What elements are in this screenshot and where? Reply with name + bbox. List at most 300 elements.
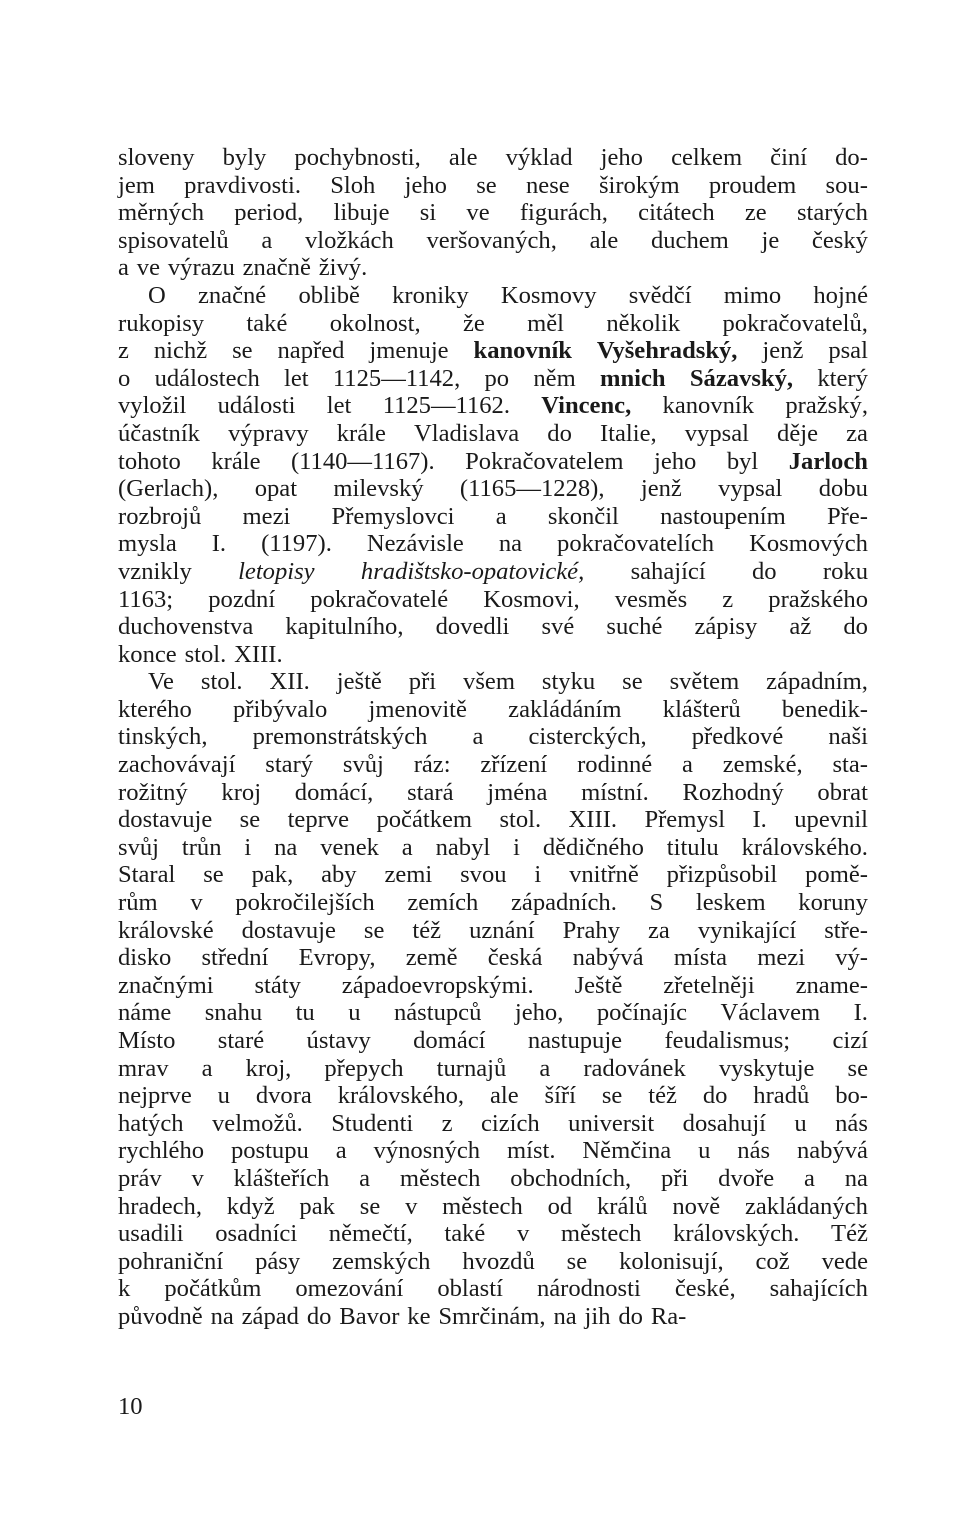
word: Sázavský, bbox=[689, 364, 794, 392]
word: stará bbox=[407, 778, 454, 806]
word: pokračovatelé bbox=[310, 585, 449, 613]
text-line bbox=[118, 917, 868, 945]
word: vložkách bbox=[304, 226, 394, 254]
word: benedik- bbox=[781, 695, 868, 723]
word: stol. bbox=[200, 668, 243, 696]
word: k bbox=[118, 1275, 131, 1303]
word: a bbox=[539, 1054, 551, 1082]
word: dědičného bbox=[542, 833, 644, 861]
text-line bbox=[118, 199, 868, 227]
text-line bbox=[118, 641, 868, 669]
word: Pře- bbox=[826, 502, 868, 530]
word: klášteřích bbox=[233, 1164, 330, 1192]
word: značné bbox=[197, 281, 267, 309]
word: titulu bbox=[666, 833, 719, 861]
word: šíří bbox=[544, 1082, 576, 1110]
word: sahajících bbox=[769, 1275, 868, 1303]
word: počínajíc bbox=[596, 999, 687, 1027]
word: dostavuje bbox=[241, 916, 336, 944]
word: z bbox=[441, 1109, 453, 1137]
word: velmožů. bbox=[211, 1109, 303, 1137]
text-line bbox=[118, 613, 868, 641]
word: se bbox=[566, 1247, 588, 1275]
word: pak, bbox=[251, 861, 294, 889]
word: od bbox=[547, 1192, 573, 1220]
word: vznikly bbox=[118, 557, 192, 585]
word: radovánek bbox=[583, 1054, 686, 1082]
text-line bbox=[118, 1193, 868, 1221]
word: jeho bbox=[600, 144, 643, 171]
word: pravdivosti. bbox=[184, 171, 301, 199]
word: kanovník bbox=[473, 337, 572, 365]
text-line bbox=[118, 861, 868, 889]
word: na bbox=[844, 1164, 868, 1192]
word: stol. bbox=[184, 640, 227, 668]
word: královské bbox=[118, 916, 214, 944]
text-line bbox=[118, 144, 868, 172]
text-line bbox=[118, 1303, 868, 1331]
word: S bbox=[649, 889, 664, 917]
word: spisovatelů bbox=[118, 226, 229, 254]
word: I. bbox=[211, 530, 227, 558]
text-line bbox=[118, 172, 868, 200]
word: v bbox=[405, 1192, 418, 1220]
word: vypsal bbox=[718, 475, 783, 503]
word: několik bbox=[606, 309, 681, 337]
word: tinských, bbox=[118, 723, 208, 751]
word: O bbox=[148, 281, 166, 309]
text-line bbox=[118, 972, 868, 1000]
word: je bbox=[761, 226, 780, 254]
text-line bbox=[118, 475, 868, 503]
word: usadili bbox=[118, 1220, 184, 1248]
word: a bbox=[261, 226, 273, 254]
word: zachovávají bbox=[118, 751, 236, 779]
word: ze bbox=[744, 199, 767, 227]
text-line bbox=[118, 1220, 868, 1248]
word: Kosmovi, bbox=[483, 585, 580, 613]
word: výnosných bbox=[373, 1137, 481, 1165]
word: hradů bbox=[753, 1082, 810, 1110]
text-line bbox=[118, 448, 868, 476]
word: městech bbox=[399, 1164, 481, 1192]
word: (1197). bbox=[261, 530, 332, 558]
word: I. bbox=[853, 999, 868, 1027]
word: koruny bbox=[798, 889, 868, 917]
word: mimo bbox=[723, 281, 782, 309]
word: Ještě bbox=[574, 971, 623, 999]
word: cizích bbox=[481, 1109, 540, 1137]
word: pokročilejších bbox=[235, 889, 375, 917]
word: i bbox=[534, 861, 542, 889]
word: obchodních, bbox=[510, 1164, 632, 1192]
word: staré bbox=[217, 1027, 265, 1054]
word: z bbox=[118, 337, 129, 365]
word: a bbox=[335, 1137, 347, 1165]
word: a bbox=[201, 1054, 213, 1082]
word: tu bbox=[295, 999, 315, 1027]
word: se bbox=[622, 668, 643, 696]
word: u bbox=[348, 999, 361, 1027]
text-line bbox=[118, 254, 868, 282]
word: ale bbox=[489, 1082, 519, 1110]
word: Studenti bbox=[331, 1109, 414, 1137]
word: za bbox=[648, 916, 670, 944]
word: byly bbox=[222, 144, 267, 171]
text-line bbox=[118, 1165, 868, 1193]
word: ústavy bbox=[306, 1027, 371, 1054]
word: opat bbox=[254, 475, 298, 503]
word: ve bbox=[136, 254, 160, 282]
word: Jarloch bbox=[788, 447, 868, 475]
word: což bbox=[755, 1247, 790, 1275]
word: a bbox=[359, 1164, 371, 1192]
word: událostech bbox=[154, 364, 260, 392]
word: jeho bbox=[654, 447, 697, 475]
word: také bbox=[444, 1220, 486, 1248]
word: nástupců bbox=[393, 999, 482, 1027]
word: zakládáním bbox=[508, 695, 622, 723]
word: a bbox=[495, 502, 507, 530]
word: Sloh bbox=[330, 171, 376, 199]
word: XII. bbox=[269, 668, 310, 696]
word: celkem bbox=[671, 144, 743, 171]
word: naši bbox=[828, 723, 868, 751]
word: pokračovatelích bbox=[557, 530, 715, 558]
word: ještě bbox=[336, 668, 382, 696]
word: jmenovitě bbox=[368, 695, 467, 723]
word: na bbox=[498, 530, 523, 558]
word: Bavor bbox=[339, 1302, 400, 1330]
word: západoevropskými. bbox=[341, 971, 534, 999]
word: v bbox=[191, 1164, 204, 1192]
word: kroj, bbox=[245, 1054, 292, 1082]
word: I. bbox=[752, 806, 767, 834]
word: rozbrojů bbox=[118, 502, 202, 530]
word: a bbox=[803, 1164, 815, 1192]
text-line bbox=[118, 889, 868, 917]
word: starý bbox=[265, 751, 314, 779]
word: sou- bbox=[825, 171, 868, 199]
text-line bbox=[118, 392, 868, 420]
word: snahu bbox=[204, 999, 263, 1027]
word: roku bbox=[822, 557, 868, 585]
word: Vladislava bbox=[414, 419, 520, 447]
text-line bbox=[118, 723, 868, 751]
word: u bbox=[698, 1137, 711, 1165]
word: a bbox=[401, 833, 413, 861]
word: sloveny bbox=[118, 144, 195, 171]
word: svůj bbox=[342, 751, 384, 779]
word: zemské, bbox=[722, 751, 803, 779]
word: mezi bbox=[242, 502, 291, 530]
word: upevnil bbox=[794, 806, 868, 834]
word: dvora bbox=[255, 1082, 312, 1110]
word: zemích bbox=[407, 889, 479, 917]
word: feudalismus; bbox=[664, 1027, 791, 1054]
text-line bbox=[118, 1275, 868, 1303]
word: kanovník bbox=[662, 392, 755, 420]
word: Ra- bbox=[650, 1302, 687, 1330]
word: Prahy bbox=[562, 916, 621, 944]
word: když bbox=[226, 1192, 275, 1220]
word: původně bbox=[118, 1302, 203, 1330]
word: napřed bbox=[277, 337, 345, 365]
word: na bbox=[553, 1302, 577, 1330]
word: si bbox=[419, 199, 437, 227]
word: o bbox=[118, 364, 131, 392]
word: domácí bbox=[413, 1027, 486, 1054]
word: zřetelněji bbox=[663, 971, 755, 999]
word: figurách, bbox=[519, 199, 608, 227]
document-page bbox=[118, 144, 868, 1331]
word: oblibě bbox=[298, 281, 360, 309]
word: dostavuje bbox=[118, 806, 213, 834]
word: kapitulního, bbox=[285, 613, 404, 641]
word: duchem bbox=[650, 226, 729, 254]
word: náme bbox=[118, 999, 172, 1027]
text-line bbox=[118, 1137, 868, 1165]
word: všem bbox=[463, 668, 515, 696]
word: cizí bbox=[832, 1027, 868, 1054]
word: Místo bbox=[118, 1027, 176, 1054]
word: hatých bbox=[118, 1109, 184, 1137]
word: venek bbox=[320, 833, 379, 861]
word: jenž bbox=[762, 337, 804, 365]
word: jmenuje bbox=[369, 337, 449, 365]
text-line bbox=[118, 1082, 868, 1110]
paragraph-3 bbox=[118, 668, 868, 1330]
text-line bbox=[118, 806, 868, 834]
word: zemských bbox=[332, 1247, 431, 1275]
word: Ve bbox=[148, 668, 174, 696]
word: osadníci bbox=[215, 1220, 298, 1248]
word: se bbox=[203, 861, 224, 889]
word: konce bbox=[118, 640, 177, 668]
word: přizpůsobil bbox=[666, 861, 778, 889]
word: milevský bbox=[333, 475, 424, 503]
word: pozdní bbox=[208, 585, 276, 613]
word: nastupuje bbox=[527, 1027, 623, 1054]
word: svědčí bbox=[628, 281, 692, 309]
word: rům bbox=[118, 889, 158, 917]
word: královského. bbox=[741, 833, 868, 861]
word: vý- bbox=[835, 944, 868, 972]
word: let bbox=[326, 392, 352, 420]
text-line bbox=[118, 586, 868, 614]
word: po bbox=[484, 364, 510, 392]
word: styku bbox=[541, 668, 596, 696]
word: počátkem bbox=[376, 806, 473, 834]
text-line bbox=[118, 1110, 868, 1138]
word: trůn bbox=[181, 833, 222, 861]
word: vnitřně bbox=[569, 861, 639, 889]
text-line bbox=[118, 944, 868, 972]
word: vyskytuje bbox=[718, 1054, 815, 1082]
word: Přemysl bbox=[644, 806, 726, 834]
word: národnosti bbox=[536, 1275, 641, 1303]
word: jih bbox=[584, 1302, 611, 1330]
word: (Gerlach), bbox=[118, 475, 219, 503]
text-line bbox=[118, 999, 868, 1027]
word: zemi bbox=[384, 861, 433, 889]
word: dobu bbox=[818, 475, 868, 503]
word: Též bbox=[831, 1220, 868, 1248]
text-line bbox=[118, 310, 868, 338]
word: své bbox=[541, 613, 575, 641]
word: při bbox=[408, 668, 437, 696]
word: se bbox=[601, 1082, 623, 1110]
word: měl bbox=[527, 309, 565, 337]
word: stře- bbox=[824, 916, 868, 944]
word: kterého bbox=[118, 695, 192, 723]
word: mysla bbox=[118, 530, 177, 558]
word: 1125—1142, bbox=[332, 364, 461, 392]
word: nabývá bbox=[796, 1137, 868, 1165]
word: při bbox=[661, 1164, 689, 1192]
word: nás bbox=[835, 1109, 868, 1137]
word: oblastí bbox=[437, 1275, 503, 1303]
word: za bbox=[846, 419, 868, 447]
word: vede bbox=[821, 1247, 868, 1275]
word: se bbox=[476, 171, 497, 199]
word: citátech bbox=[638, 199, 715, 227]
word: obrat bbox=[817, 778, 868, 806]
word: ve bbox=[466, 199, 490, 227]
word: počátkům bbox=[164, 1275, 262, 1303]
word: nabývá bbox=[572, 944, 644, 972]
word: též bbox=[412, 916, 442, 944]
word: světem bbox=[669, 668, 740, 696]
word: i bbox=[244, 833, 252, 861]
word: pak bbox=[299, 1192, 335, 1220]
word: značně bbox=[242, 254, 311, 282]
word: nabyl bbox=[435, 833, 491, 861]
word: kroniky bbox=[392, 281, 469, 309]
word: pokračovatelů, bbox=[722, 309, 868, 337]
word: nově bbox=[672, 1192, 721, 1220]
word: účastník bbox=[118, 419, 200, 447]
word: teprve bbox=[287, 806, 350, 834]
word: Nezávisle bbox=[366, 530, 464, 558]
word: výrazu bbox=[167, 254, 235, 282]
word: předkové bbox=[691, 723, 784, 751]
word: postupu bbox=[230, 1137, 309, 1165]
word: činí bbox=[770, 144, 808, 171]
text-line bbox=[118, 558, 868, 586]
word: svůj bbox=[118, 833, 159, 861]
word: něm bbox=[533, 364, 576, 392]
word: hojné bbox=[813, 281, 868, 309]
text-line bbox=[118, 696, 868, 724]
word: němečtí, bbox=[328, 1220, 413, 1248]
word: Smrčinám, bbox=[438, 1302, 546, 1330]
text-line bbox=[118, 1248, 868, 1276]
word: jeho, bbox=[514, 999, 564, 1027]
word: české, bbox=[674, 1275, 736, 1303]
word: do bbox=[618, 1302, 643, 1330]
word: západ bbox=[241, 1302, 299, 1330]
word: XIII. bbox=[568, 806, 618, 834]
word: do bbox=[306, 1302, 332, 1330]
word: až bbox=[789, 613, 812, 641]
text-line bbox=[118, 1027, 868, 1055]
word: krále bbox=[336, 419, 386, 447]
word: universit bbox=[568, 1109, 655, 1137]
word: se bbox=[847, 1054, 868, 1082]
word: u bbox=[794, 1109, 807, 1137]
word: zřízení bbox=[480, 751, 548, 779]
word: do bbox=[843, 613, 868, 641]
text-line bbox=[118, 282, 868, 310]
word: kolonisují, bbox=[619, 1247, 724, 1275]
word: domácí, bbox=[294, 778, 374, 806]
word: se bbox=[239, 806, 261, 834]
word: 1125—1162. bbox=[382, 392, 510, 420]
paragraph-2 bbox=[118, 282, 868, 668]
word: (1165—1228), bbox=[459, 475, 605, 503]
text-line bbox=[118, 420, 868, 448]
word: klášterů bbox=[662, 695, 741, 723]
word: dosahují bbox=[682, 1109, 766, 1137]
word: městech bbox=[442, 1192, 523, 1220]
word: jem bbox=[118, 171, 155, 199]
word: přibývalo bbox=[233, 695, 328, 723]
word: turnajů bbox=[436, 1054, 507, 1082]
word: pásy bbox=[255, 1247, 301, 1275]
word: v bbox=[190, 889, 203, 917]
word: Evropy, bbox=[298, 944, 376, 972]
word: (1140—1167). bbox=[290, 447, 435, 475]
word: disko bbox=[118, 944, 172, 972]
word: hvozdů bbox=[462, 1247, 535, 1275]
word: Vyšehradský, bbox=[596, 337, 738, 365]
word: výpravy bbox=[228, 419, 309, 447]
word: Italie, bbox=[599, 419, 657, 447]
word: aby bbox=[321, 861, 357, 889]
word: zname- bbox=[795, 971, 868, 999]
word: přepych bbox=[324, 1054, 404, 1082]
word: který bbox=[817, 364, 868, 392]
word: se bbox=[363, 916, 385, 944]
word: vypsal bbox=[684, 419, 749, 447]
word: mezi bbox=[757, 944, 806, 972]
text-line bbox=[118, 751, 868, 779]
word: královského, bbox=[337, 1082, 465, 1110]
word: ale bbox=[589, 226, 619, 254]
word: hradech, bbox=[118, 1192, 202, 1220]
word: rychlého bbox=[118, 1137, 205, 1165]
word: do- bbox=[835, 144, 868, 171]
word: proudem bbox=[708, 171, 797, 199]
word: pražského bbox=[768, 585, 868, 613]
word: události bbox=[217, 392, 296, 420]
word: měrných bbox=[118, 199, 205, 227]
word: byl bbox=[726, 447, 759, 475]
word: rukopisy bbox=[118, 309, 205, 337]
word: královských. bbox=[673, 1220, 800, 1248]
word: sahající bbox=[630, 557, 706, 585]
word: míst. bbox=[507, 1137, 556, 1165]
text-line bbox=[118, 365, 868, 393]
word: česká bbox=[487, 944, 543, 972]
word: ráz: bbox=[413, 751, 451, 779]
word: také bbox=[246, 309, 288, 337]
word: libuje bbox=[333, 199, 390, 227]
word: do bbox=[702, 1082, 728, 1110]
word: střední bbox=[201, 944, 269, 972]
word: výklad bbox=[505, 144, 573, 171]
